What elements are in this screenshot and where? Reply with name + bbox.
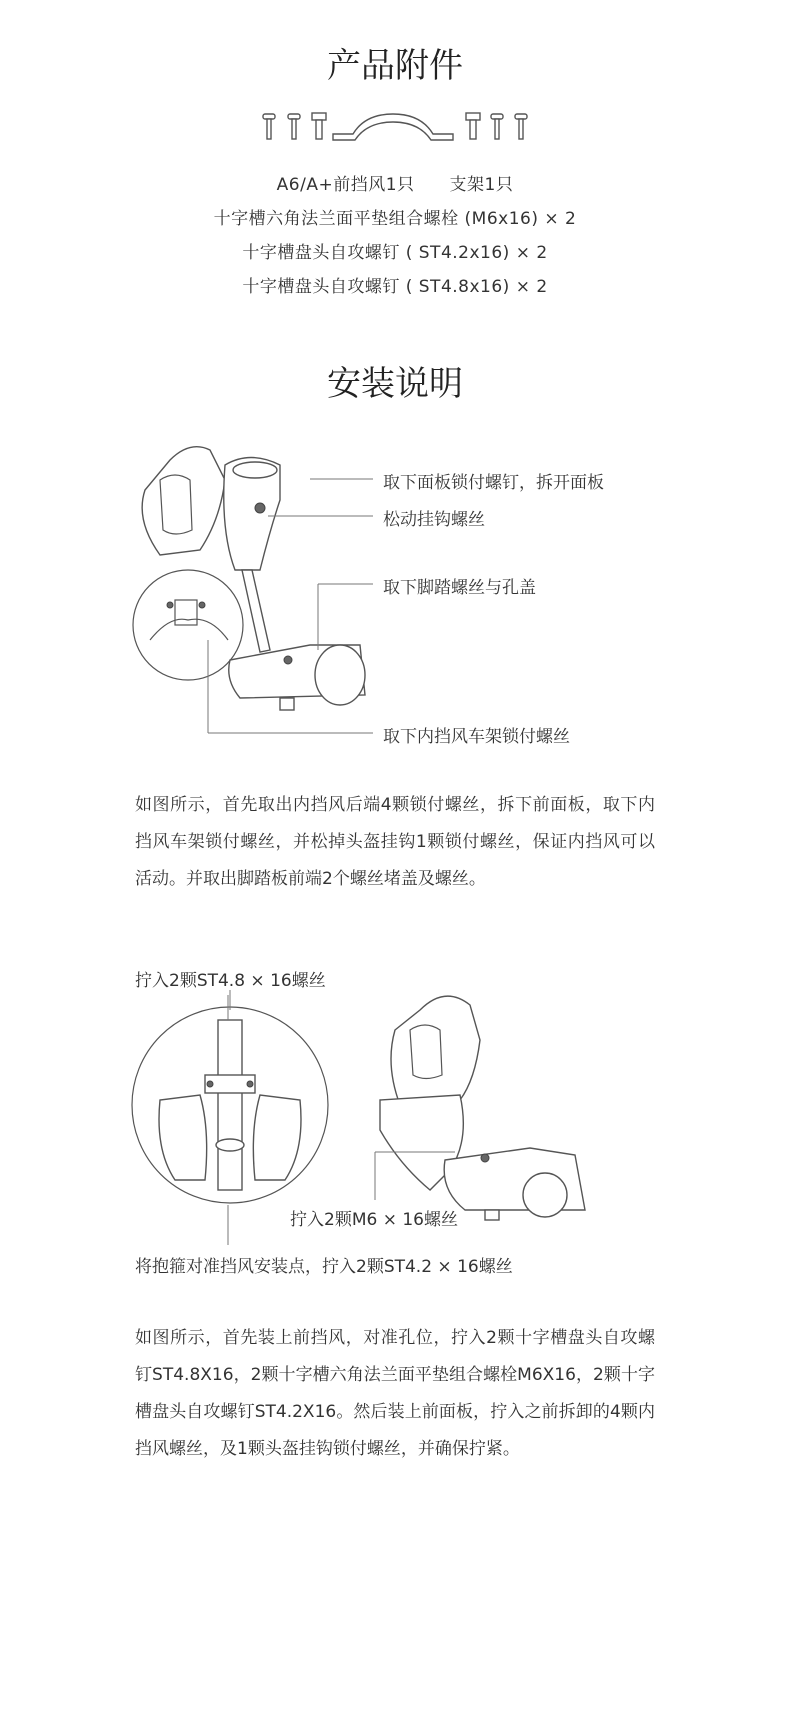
instruction-paragraph-2: 如图所示，首先装上前挡风，对准孔位，拧入2颗十字槽盘头自攻螺钉ST4.8X16，2颗十字槽六角法兰面平垫组合螺栓M6X16，2颗十字槽盘头自攻螺钉ST4.2X16。然后装上前面板，拧入之前拆卸的4颗内挡风螺丝，及1颗头盔挂钩锁付螺丝，并确保拧紧。 [135, 1328, 655, 1459]
callout-m6-bolts: 拧入2颗M6 × 16螺丝 [290, 1210, 458, 1230]
callout-remove-footboard-screws: 取下脚踏螺丝与孔盖 [383, 578, 536, 598]
callout-loosen-hook-screw: 松动挂钩螺丝 [383, 510, 485, 530]
accessories-title: 产品附件 [327, 46, 463, 86]
callout-remove-frame-screws: 取下内挡风车架锁付螺丝 [383, 727, 570, 747]
callout-remove-panel-screws: 取下面板锁付螺钉，拆开面板 [383, 473, 604, 493]
callout-st42-screws: 将抱箍对准挡风安装点，拧入2颗ST4.2 × 16螺丝 [135, 1257, 513, 1277]
callout-st48-screws: 拧入2颗ST4.8 × 16螺丝 [135, 971, 326, 991]
accessory-line: 十字槽盘头自攻螺钉 ( ST4.2x16) × 2 [242, 243, 548, 263]
accessory-line: 十字槽六角法兰面平垫组合螺栓 (M6x16) × 2 [213, 209, 577, 229]
installation-title: 安装说明 [327, 364, 463, 404]
instruction-paragraph-1: 如图所示，首先取出内挡风后端4颗锁付螺丝，拆下前面板，取下内挡风车架锁付螺丝，并松掉头盔挂钩1颗锁付螺丝，保证内挡风可以活动。并取出脚踏板前端2个螺丝堵盖及螺丝。 [135, 795, 655, 889]
accessory-line: A6/A+前挡风1只 支架1只 [276, 175, 514, 195]
accessory-line: 十字槽盘头自攻螺钉 ( ST4.8x16) × 2 [242, 277, 548, 297]
